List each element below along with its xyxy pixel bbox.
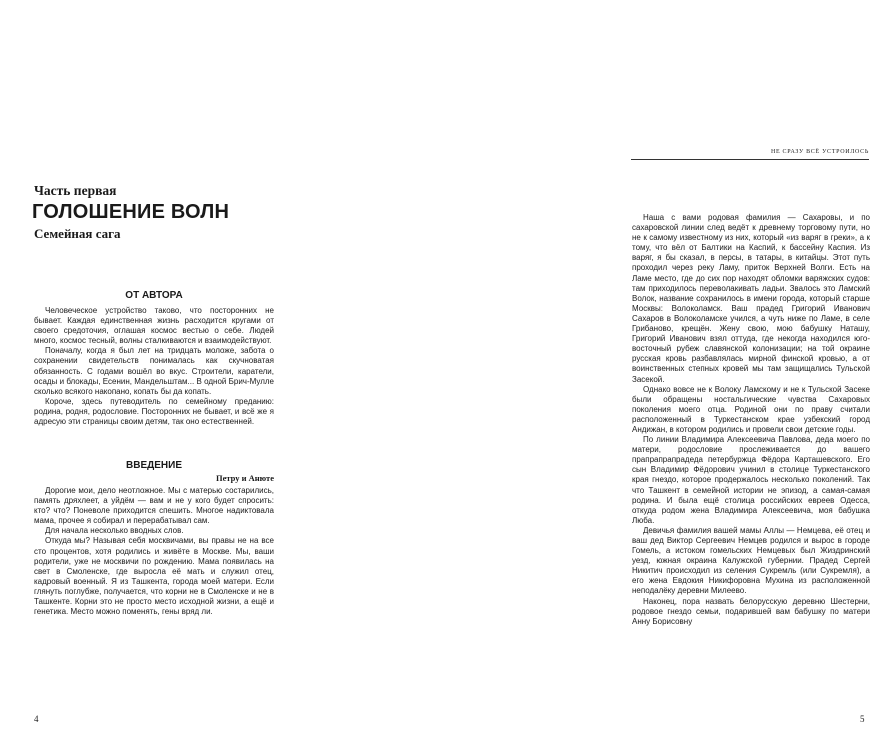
author-heading: ОТ АВТОРА	[125, 290, 183, 301]
intro-paragraph: Дорогие мои, дело неотложное. Мы с матерью состарились, память дряхлеет, а уйдём — вам и не у кого будет спросить: кто? что? Поневоле приходится спешить. Многое надиктовала мама, прочее я собирал и перерабатывал сам.	[34, 486, 274, 526]
author-paragraph: Поначалу, когда я был лет на тридцать моложе, забота о сохранении свидетельств понималась как скучноватая обязанность. С годами вошёл во вкус. Строители, каратели, осады и блокады, Есенин, Мандельштам... В одной Брич-Мулле сколько всякого накопано, копать бы да копать.	[34, 346, 274, 396]
intro-heading: ВВЕДЕНИЕ	[126, 460, 182, 471]
right-paragraph: По линии Владимира Алексеевича Павлова, деда моего по матери, родословие прослеживается до вашего прапрапрапрадеда петербуржца Фёдора Карташевского. Его сын Владимир Фёдорович учинил в столице Туркестанского края гнездо, которое продержалось несколько поколений. Так что Ташкент в семейной истории не эпизод, а самая-самая родина. И была ещё столица российских евреев Одесса, откуда родом жена Владимира Алексеевича, моя бабушка Люба.	[632, 435, 870, 525]
intro-paragraph: Откуда мы? Называя себя москвичами, вы правы не на все сто процентов, хотя родились и живёте в Москве. Мы, ваши родители, уже не москвичи по рождению. Мама появилась на свет в Смоленске, где выросла её мать и служил отец, кадровый военный. Я из Ташкента, города моей матери. Если глянуть поглубже, получается, что корни не в Смоленске и не в Ташкенте. Корни это не просто место исходной жизни, а ещё и генетика. Место можно поменять, гены вряд ли.	[34, 536, 274, 617]
page-number-right: 5	[860, 714, 865, 724]
author-paragraph: Короче, здесь путеводитель по семейному преданию: родина, родня, родословие. Посторонних не бывает, и всё же я адресую эти страницы своим детям, так оно естественней.	[34, 396, 274, 427]
right-paragraph: Девичья фамилия вашей мамы Аллы — Немцева, её отец и ваш дед Виктор Сергеевич Немцев родился и вырос в городе Гомель, а истоком гомельских Немцевых был Жиздринский уезд, южная окраина Калужской губернии. Прадед Сергей Никитич происходил из селения Сукремль (или Сукремля), а его жена Евдокия Никифоровна Мухина из расположенной неподалёку деревни Милеево.	[632, 525, 870, 596]
right-paragraph: Однако вовсе не к Волоку Ламскому и не к Тульской Засеке были обращены ностальгические чувства Сахаровых поколения моего отца. Родиной они по праву считали расположенный в Туркестанском крае узбекский город Андижан, в котором родились и провели свои детские годы.	[632, 384, 870, 434]
page-number-left: 4	[34, 714, 39, 724]
right-paragraph: Наконец, пора назвать белорусскую деревню Шестерни, родовое гнездо семьи, подарившей вам бабушку по матери Анну Борисовну	[632, 596, 870, 626]
right-page	[300, 0, 870, 750]
left-page	[0, 0, 300, 750]
chapter-title: ГОЛОШЕНИЕ ВОЛН	[32, 201, 230, 223]
chapter-subtitle: Семейная сага	[34, 226, 121, 241]
author-paragraph: Человеческое устройство таково, что посторонних не бывает. Каждая единственная жизнь расходится кругами от своего средоточия, оглашая космос вестью о себе. Людей много, космос тесный, волны сталкиваются и взаимодействуют.	[34, 306, 274, 346]
right-text	[632, 213, 870, 627]
dedication: Петру и Анюте	[215, 473, 274, 483]
right-paragraph: Наша с вами родовая фамилия — Сахаровы, и по сахаровской линии след ведёт к древнему торговому пути, но не к самому известному из них, который «из варяг в греки», а к тому, что вёл от Балтики на Каспий, к бассейну Каспия. Из варяг, я бы сказал, в персы, в татары, в китайцы. Этот путь проходил через реку Ламу, приток Верхней Волги. Есть на Ламе место, где до сих пор находят обломки варяжских судов: там приходилось переволакивать ладьи. Звалось это Ламский Волок, название сохранилось в имени города, который старше Москвы: Волоколамск. Ваш прадед Григорий Иванович Сахаров в Волоколамске учился, а чуть ниже по Ламе, в селе Грибаново, крещён. Жену свою, мою бабушку Наташу, Григорий Иванович взял оттуда, где некогда находился юго-восточный рубеж славянской колонизации; на той окраине русская кровь разбавлялась мирной финской кровью, а от воинственных степных кровей мы там защищались Тульской Засекой.	[632, 213, 870, 384]
intro-text	[34, 486, 274, 617]
part-label: Часть первая	[34, 183, 117, 198]
intro-paragraph: Для начала несколько вводных слов.	[45, 526, 184, 536]
author-text	[34, 306, 274, 427]
running-head: НЕ СРАЗУ ВСЁ УСТРОИЛОСЬ	[770, 149, 869, 155]
running-head-rule	[631, 159, 869, 160]
